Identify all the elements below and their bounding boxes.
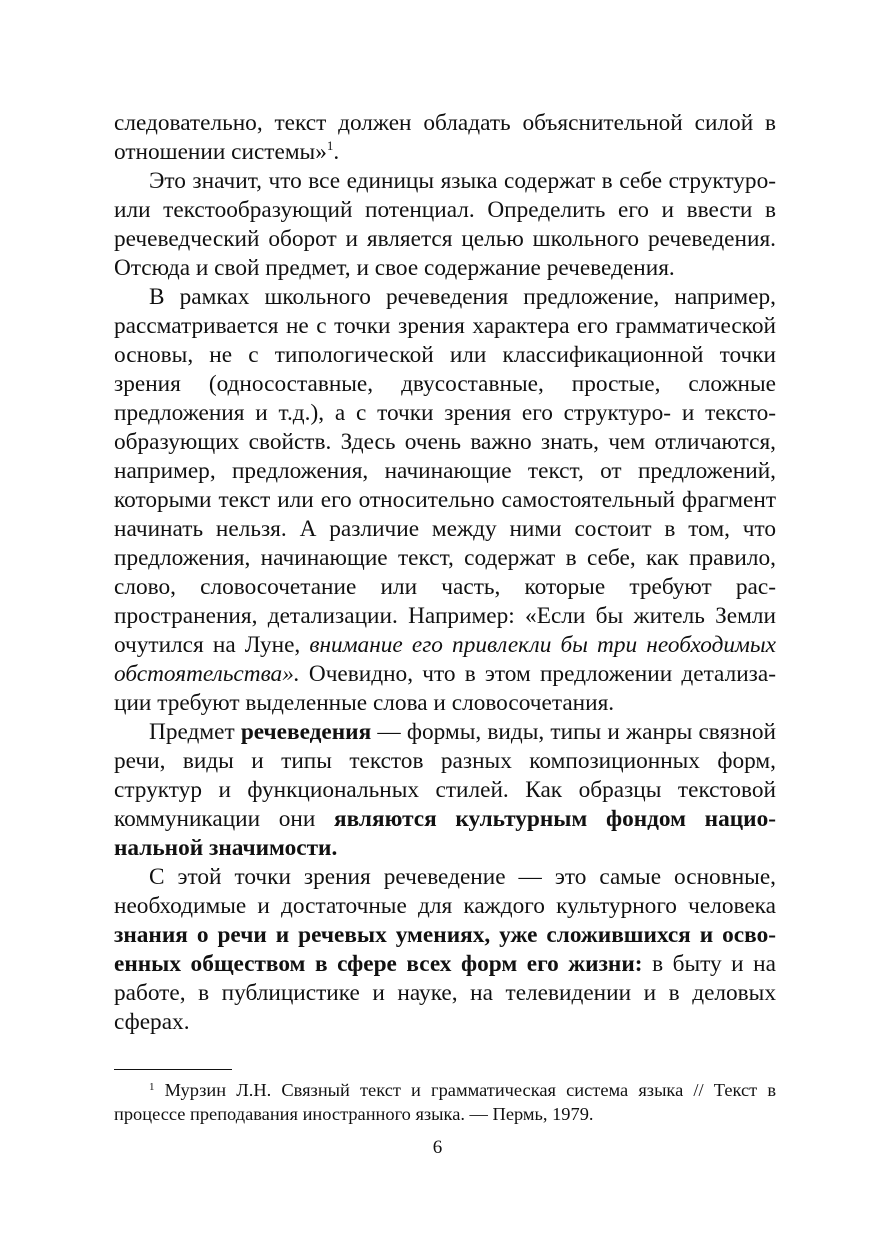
paragraph-4 — [114, 718, 776, 863]
footnote-marker: 1 — [149, 1081, 155, 1093]
paragraph-1-text: следовательно, текст должен обладать объяснительной силой в отношении системы» — [114, 110, 776, 165]
paragraph-4-bold-phrase: являются культурным фондом национальной значимости. — [114, 806, 776, 861]
paragraph-2-text: Это значит, что все единицы языка содержат в себе структуро- или текстообразующий потенциал. Определить его и ввести в речеведческий оборот и является целью школьного речеведения. Отсюда и свой предмет, и свое содержание речеведения. — [114, 168, 776, 281]
paragraph-2 — [114, 167, 776, 283]
page-body — [114, 109, 776, 1037]
paragraph-4-bold-term: речеведения — [240, 719, 372, 745]
page-number: 6 — [432, 1137, 443, 1158]
paragraph-5-bold-phrase: знания о речи и речевых умениях, уже сложившихся и освоенных обществом в сфере всех форм его жизни: — [114, 922, 776, 977]
paragraph-1-end: . — [333, 139, 340, 165]
paragraph-1 — [114, 109, 776, 167]
paragraph-3 — [114, 283, 776, 718]
paragraph-3-italic-quote: внимание его привлекли бы три необходимых обстоятельства». — [114, 632, 776, 687]
paragraph-4-text-a: Предмет — [149, 719, 241, 745]
paragraph-5 — [114, 863, 776, 1037]
footnote-reference[interactable]: 1 — [326, 138, 334, 153]
paragraph-4-text-b: — формы, виды, типы и жанры связной речи, виды и типы текстов разных композиционных форм, структур и функциональных стилей. Как образцы текстовой коммуникации они — [114, 719, 776, 832]
paragraph-5-text-a: С этой точки зрения речеведение — это самые основные, необходимые и достаточные для каждого культурного человека — [114, 864, 776, 919]
paragraph-3-text-b: Очевидно, что в этом предложении детализации требуют выделенные слова и словосочетания. — [114, 661, 776, 716]
footnote-text: Мурзин Л.Н. Связный текст и грамматическая система языка // Текст в процессе преподавания иностранного языка. — Пермь, 1979. — [114, 1080, 776, 1124]
paragraph-3-text-a: В рамках школьного речеведения предложение, например, рассматривается не с точки зрения характера его грамматической основы, не с типологической или классификационной точки зрения (односоставные, двусоставные, простые, сложные предложения и т.д.), а с точки зрения его структуро- и текстообразующих свойств. Здесь очень важно знать, чем отличаются, например, предложения, начинающие текст, от предложений, которыми текст или его относительно самостоятельный фрагмент начинать нельзя. А различие между ними состоит в том, что предложения, начинающие текст, содержат в себе, как правило, слово, словосочетание или часть, которые требуют распространения, детализации. Например: «Если бы житель Земли очутился на Луне, — [114, 284, 776, 658]
paragraph-5-text-b: в быту и на работе, в публицистике и науке, на телевидении и в деловых сферах. — [114, 951, 776, 1035]
footnote-divider — [114, 1069, 232, 1070]
footnote — [114, 1078, 776, 1126]
